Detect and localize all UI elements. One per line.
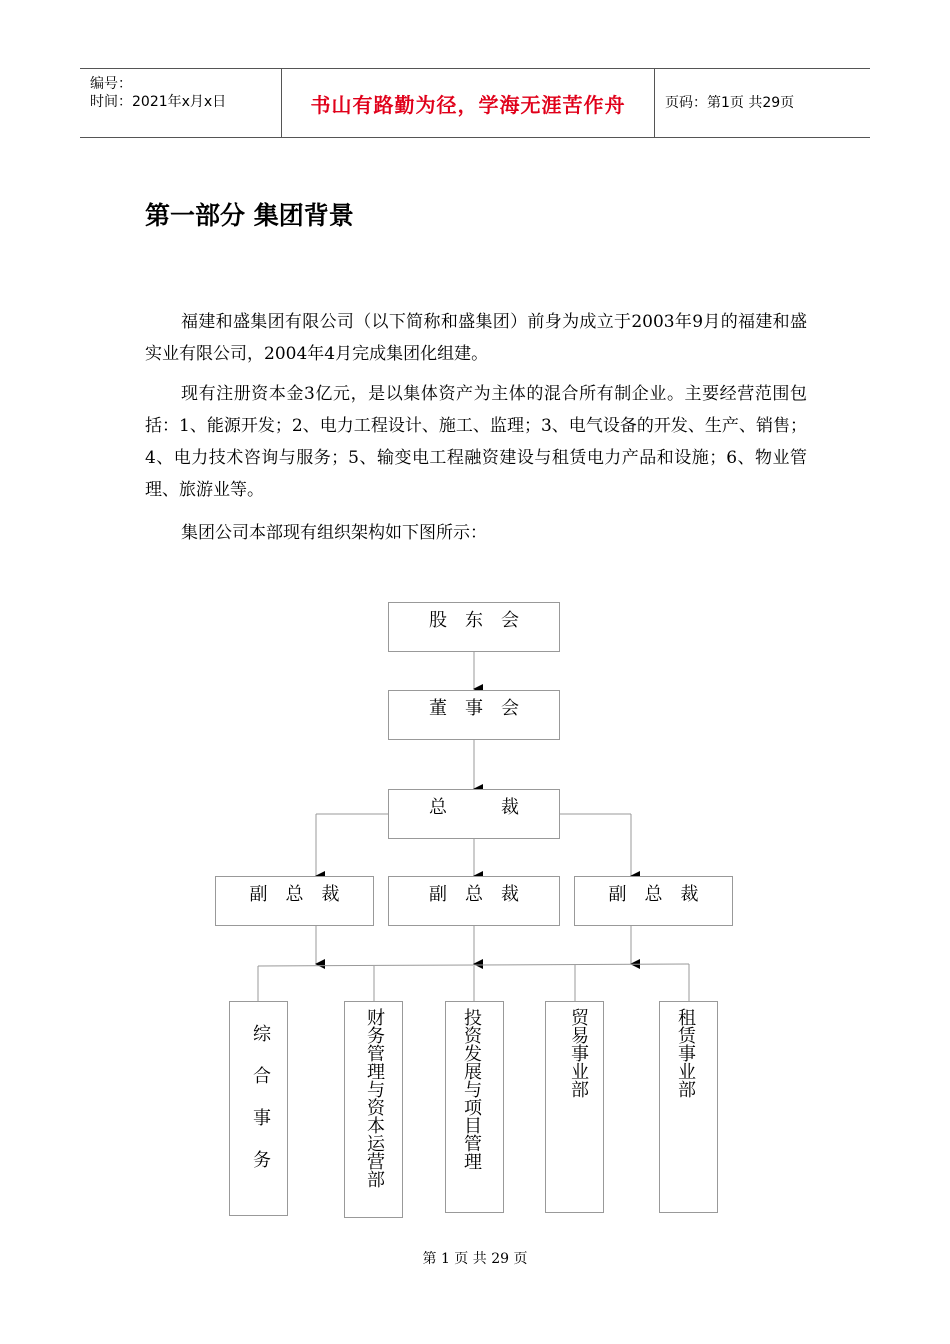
org-dept-general-affairs-label: 综合事务 <box>250 1024 271 1192</box>
org-shareholders-label: 股 东 会 <box>429 610 519 631</box>
org-board-box <box>388 690 560 740</box>
section-title: 第一部分 集团背景 <box>145 201 354 230</box>
org-dept-investment <box>445 1001 504 1213</box>
org-vp-left-box <box>215 876 374 926</box>
org-dept-leasing-label: 租赁事业部 <box>675 1008 696 1098</box>
org-vp-left-label: 副 总 裁 <box>249 884 340 905</box>
org-vp-right-box <box>574 876 733 926</box>
org-vp-right-label: 副 总 裁 <box>608 884 699 905</box>
header-motto: 书山有路勤为径，学海无涯苦作舟 <box>281 69 655 137</box>
org-shareholders-box <box>388 602 560 652</box>
org-dept-finance-label: 财务管理与资本运营部 <box>364 1008 385 1188</box>
page-footer: 第 1 页 共 29 页 <box>422 1251 528 1267</box>
org-board-label: 董 事 会 <box>429 698 519 719</box>
paragraph-company-history: 福建和盛集团有限公司（以下简称和盛集团）前身为成立于2003年9月的福建和盛实业有限公司，2004年4月完成集团化组建。 <box>145 312 807 364</box>
org-dept-general-affairs <box>229 1001 288 1216</box>
paragraph-business-scope: 现有注册资本金3亿元，是以集体资产为主体的混合所有制企业。主要经营范围包括：1、能源开发；2、电力工程设计、施工、监理；3、电气设备的开发、生产、销售；4、电力技术咨询与服务；5、输变电工程融资建设与租赁电力产品和设施；6、物业管理、旅游业等。 <box>145 384 807 500</box>
paragraph-org-intro: 集团公司本部现有组织架构如下图所示： <box>181 523 487 543</box>
org-vp-middle-label: 副 总 裁 <box>429 884 519 905</box>
org-dept-leasing <box>659 1001 718 1213</box>
org-dept-finance <box>344 1001 403 1218</box>
org-dept-investment-label: 投资发展与项目管理 <box>461 1008 482 1170</box>
org-president-box <box>388 789 560 839</box>
document-time-label: 时间：2021年x月x日 <box>90 94 227 110</box>
org-dept-trade-label: 贸易事业部 <box>568 1008 589 1098</box>
header-page-info: 页码：第1页 共29页 <box>665 95 795 111</box>
org-dept-trade <box>545 1001 604 1213</box>
org-president-label: 总 裁 <box>429 797 519 818</box>
document-number-label: 编号： <box>90 76 132 92</box>
org-vp-middle-box <box>388 876 560 926</box>
